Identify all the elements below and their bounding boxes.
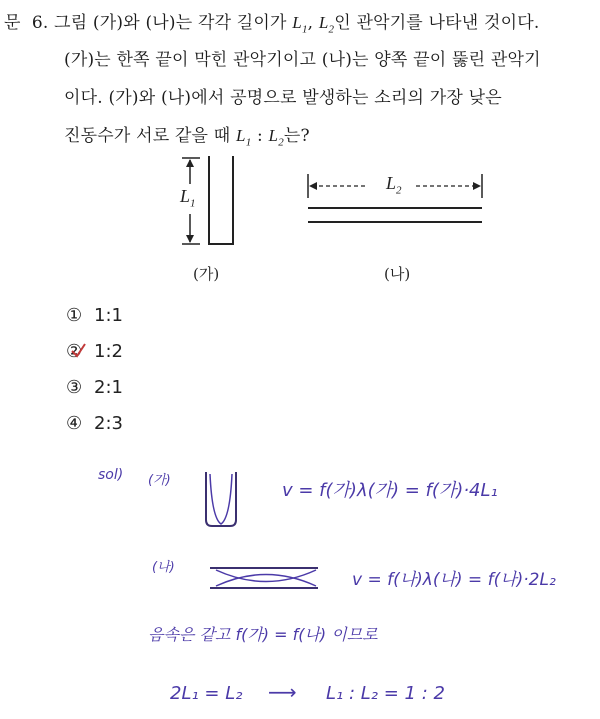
equation-b: v = f(나)λ(나) = f(나)·2L₂ xyxy=(352,570,556,590)
choice-1[interactable] xyxy=(66,305,123,326)
final-equation-left: 2L₁ = L₂ xyxy=(170,683,243,704)
question-line-1 xyxy=(4,8,539,35)
arrow-left-icon xyxy=(309,182,317,190)
question-number: 6. xyxy=(31,13,49,33)
choice-number: ③ xyxy=(66,377,83,398)
solution-note: 음속은 같고 f(가) = f(나) 이므로 xyxy=(148,625,378,644)
ratio-l2: $L_2$ xyxy=(268,126,284,149)
solution-a-label: (가) xyxy=(148,473,171,488)
wave-a-sketch xyxy=(210,474,232,524)
figure-b-caption: (나) xyxy=(384,265,411,283)
question-text-1-tail: 인 관악기를 나타낸 것이다. xyxy=(334,13,540,33)
choice-number: ④ xyxy=(66,413,83,434)
arrow-down-icon xyxy=(186,235,194,243)
choice-4[interactable] xyxy=(66,413,123,434)
checkmark-icon xyxy=(68,341,88,361)
symbol-l2: $L_2$ xyxy=(318,13,335,36)
arrow-icon: ⟶ xyxy=(268,680,297,704)
choice-text: 2:1 xyxy=(94,377,123,398)
standing-wave-a-sketch xyxy=(196,468,246,532)
question-line-2: (가)는 한쪽 끝이 막힌 관악기이고 (나)는 양쪽 끝이 뚫린 관악기 xyxy=(64,50,541,70)
choice-number: ② xyxy=(66,341,94,362)
symbol-l1: $L_1$ xyxy=(292,13,308,36)
figure-a-length-label: $L_1$ xyxy=(180,186,196,210)
question-text-4: 진동수가 서로 같을 때 xyxy=(64,126,231,146)
solution-label: sol) xyxy=(98,467,124,483)
arrow-right-icon xyxy=(473,182,481,190)
ratio-l1: $L_1$ xyxy=(236,126,252,149)
separator: , xyxy=(307,13,314,33)
question-prefix: 문 xyxy=(4,13,21,33)
choice-2[interactable] xyxy=(66,341,123,362)
choice-3[interactable] xyxy=(66,377,123,398)
question-text-4-tail: 는? xyxy=(283,126,310,146)
ratio-colon: : xyxy=(257,126,263,146)
question-text-1: 그림 (가)와 (나)는 각각 길이가 xyxy=(54,13,287,33)
equation-a: v = f(가)λ(가) = f(가)·4L₁ xyxy=(282,480,498,501)
final-equation-right: L₁ : L₂ = 1 : 2 xyxy=(326,683,445,704)
question-line-4 xyxy=(64,121,310,148)
solution-b-label: (나) xyxy=(152,560,175,575)
figure-a-caption: (가) xyxy=(193,265,220,283)
arrow-up-icon xyxy=(186,159,194,167)
figure-b-length-label: $L_2$ xyxy=(386,173,402,197)
choice-text: 2:3 xyxy=(94,413,123,434)
choice-text: 1:1 xyxy=(94,305,123,326)
question-line-3: 이다. (가)와 (나)에서 공명으로 발생하는 소리의 가장 낮은 xyxy=(64,88,502,108)
standing-wave-b-sketch xyxy=(206,563,326,593)
choice-number: ① xyxy=(66,305,83,326)
choice-text: 1:2 xyxy=(94,341,123,362)
